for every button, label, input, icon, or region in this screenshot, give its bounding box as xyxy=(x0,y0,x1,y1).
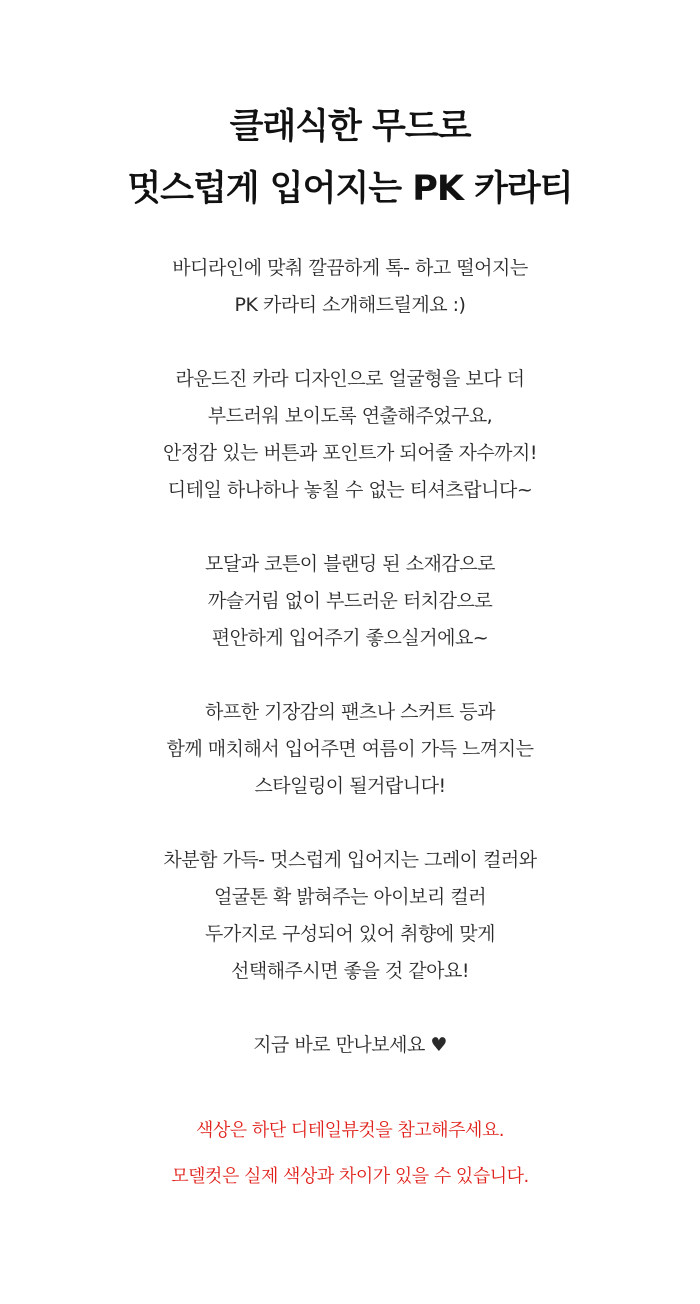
text-line: 모달과 코튼이 블랜딩 된 소재감으로 xyxy=(205,553,495,575)
text-line: 얼굴톤 확 밝혀주는 아이보리 컬러 xyxy=(213,886,487,908)
text-line: 하프한 기장감의 팬츠나 스커트 등과 xyxy=(205,701,495,723)
text-line: 두가지로 구성되어 있어 취향에 맞게 xyxy=(205,923,495,945)
styling-paragraph xyxy=(0,694,700,805)
text-line: 선택해주시면 좋을 것 같아요! xyxy=(231,960,469,982)
design-paragraph xyxy=(0,361,700,509)
text-line: 지금 바로 만나보세요 ♥ xyxy=(253,1034,447,1056)
text-line: 디테일 하나하나 놓칠 수 없는 티셔츠랍니다~ xyxy=(167,479,533,501)
closing-paragraph xyxy=(0,1027,700,1064)
text-line: 안정감 있는 버튼과 포인트가 되어줄 자수까지! xyxy=(162,442,538,464)
fabric-paragraph xyxy=(0,546,700,657)
text-line: 차분함 가득- 멋스럽게 입어지는 그레이 컬러와 xyxy=(163,849,537,871)
notice-line-2: 모델컷은 실제 색상과 차이가 있을 수 있습니다. xyxy=(171,1166,529,1187)
color-paragraph xyxy=(0,842,700,990)
title-line-1: 클래식한 무드로 xyxy=(229,107,471,147)
text-line: 라운드진 카라 디자인으로 얼굴형을 보다 더 xyxy=(175,368,525,390)
text-line: 까슬거림 없이 부드러운 터치감으로 xyxy=(207,590,493,612)
text-line: 부드러워 보이도록 연출해주었구요, xyxy=(207,405,493,427)
text-line: 함께 매치해서 입어주면 여름이 가득 느껴지는 xyxy=(166,738,534,760)
title-line-2: 멋스럽게 입어지는 PK 카라티 xyxy=(127,169,573,209)
notice-line-1: 색상은 하단 디테일뷰컷을 참고해주세요. xyxy=(196,1120,504,1141)
text-line: PK 카라티 소개해드릴게요 :) xyxy=(234,294,466,316)
page-title xyxy=(0,96,700,220)
text-line: 바디라인에 맞춰 깔끔하게 톡- 하고 떨어지는 xyxy=(172,257,528,279)
text-line: 편안하게 입어주기 좋으실거에요~ xyxy=(211,627,489,649)
intro-paragraph xyxy=(0,250,700,324)
text-line: 스타일링이 될거랍니다! xyxy=(254,775,446,797)
color-notice xyxy=(0,1108,700,1200)
